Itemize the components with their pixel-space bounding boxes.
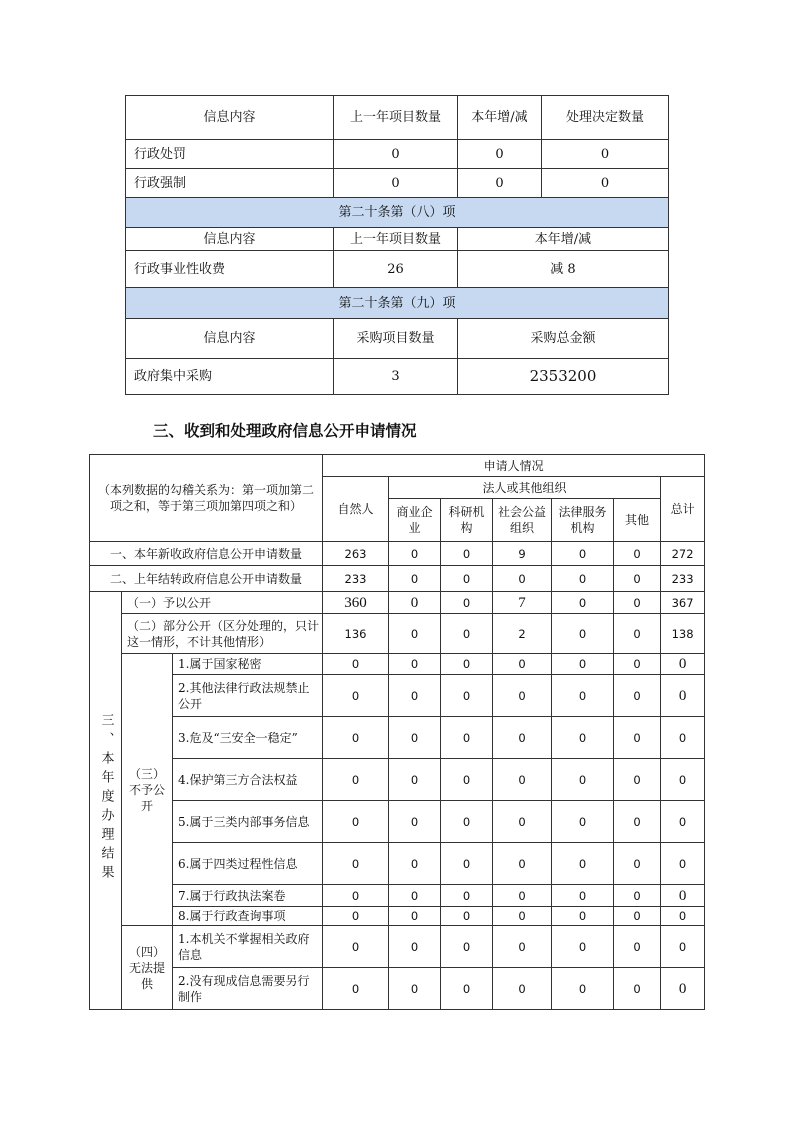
cell: 0: [493, 885, 552, 907]
cell: 0: [441, 759, 493, 801]
cell: 0: [441, 654, 493, 675]
cell: 0: [552, 843, 614, 885]
cell: 263: [323, 542, 389, 566]
cell: 0: [441, 566, 493, 592]
cell: 0: [441, 614, 493, 654]
table-row: [126, 169, 669, 198]
cell: 0: [441, 926, 493, 968]
table-row: [90, 885, 705, 907]
header-cell: 采购总金额: [458, 319, 669, 359]
cell: 0: [441, 592, 493, 614]
col-header: 商业企业: [389, 499, 441, 542]
cell: 0: [614, 885, 661, 907]
cell: 0: [552, 566, 614, 592]
cell: 0: [614, 801, 661, 843]
cell: 9: [493, 542, 552, 566]
cell: 0: [614, 759, 661, 801]
cell: 0: [323, 885, 389, 907]
cell: 0: [661, 885, 705, 907]
cell: 0: [552, 759, 614, 801]
header-cell: 信息内容: [126, 319, 334, 359]
cell: 138: [661, 614, 705, 654]
cell: 0: [661, 968, 705, 1010]
cell: 0: [614, 907, 661, 926]
cell: 0: [493, 968, 552, 1010]
cell: 0: [661, 654, 705, 675]
cell: 0: [552, 542, 614, 566]
cell: 0: [389, 592, 441, 614]
table-row: [90, 907, 705, 926]
row-label: （二）部分公开（区分处理的，只计这一情形，不计其他情形）: [122, 614, 323, 654]
cell: 0: [661, 759, 705, 801]
cell: 0: [661, 675, 705, 717]
header-cell: 上一年项目数量: [334, 228, 458, 251]
cell: 0: [493, 926, 552, 968]
cell: 0: [493, 717, 552, 759]
cell: 0: [389, 926, 441, 968]
cell: 0: [323, 675, 389, 717]
cell: 0: [389, 801, 441, 843]
result-label: [90, 592, 122, 1010]
cell: 0: [334, 169, 458, 198]
cell: 减 8: [458, 251, 669, 288]
table-row: [90, 566, 705, 592]
row-label: 政府集中采购: [126, 359, 334, 395]
row-label: 7.属于行政执法案卷: [173, 885, 323, 907]
cell: 0: [389, 614, 441, 654]
cell: 0: [614, 542, 661, 566]
cell: 0: [552, 907, 614, 926]
table-row: [90, 654, 705, 675]
cell: 0: [441, 885, 493, 907]
cell: 0: [552, 926, 614, 968]
section-band: 第二十条第（八）项: [126, 198, 669, 228]
cell: 0: [493, 566, 552, 592]
table-row: [90, 968, 705, 1010]
category-label: （四）无法提供: [122, 926, 173, 1010]
cell: 0: [323, 759, 389, 801]
cell: 0: [661, 926, 705, 968]
cell: 0: [458, 169, 542, 198]
header-cell: 信息内容: [126, 228, 334, 251]
table-row: [90, 926, 705, 968]
table-row: [90, 843, 705, 885]
header-cell: 采购项目数量: [334, 319, 458, 359]
cell: 0: [661, 801, 705, 843]
cell: 136: [323, 614, 389, 654]
cell: 0: [389, 907, 441, 926]
row-label: 行政处罚: [126, 140, 334, 169]
cell: 360: [323, 592, 389, 614]
cell: 0: [323, 654, 389, 675]
row-label: 6.属于四类过程性信息: [173, 843, 323, 885]
table-row: [126, 359, 669, 395]
table-row: [90, 759, 705, 801]
header-cell: 上一年项目数量: [334, 96, 458, 140]
col-header: 其他: [614, 499, 661, 542]
table-row: [90, 542, 705, 566]
legal-person-header: 法人或其他组织: [389, 477, 661, 499]
cell: 0: [441, 717, 493, 759]
cell: 367: [661, 592, 705, 614]
cell: 0: [334, 140, 458, 169]
natural-person-header: 自然人: [323, 477, 389, 542]
cell: 0: [389, 759, 441, 801]
cell: 0: [552, 614, 614, 654]
cell: 0: [614, 654, 661, 675]
total-header: 总计: [661, 477, 705, 542]
cell: 0: [389, 675, 441, 717]
cell: 0: [441, 801, 493, 843]
cell: 0: [552, 885, 614, 907]
table-row: [126, 140, 669, 169]
cell: 0: [389, 717, 441, 759]
category-label: （三）不予公开: [122, 654, 173, 926]
cell: 0: [493, 654, 552, 675]
header-cell: 本年增/减: [458, 228, 669, 251]
cell: 3: [334, 359, 458, 395]
cell: 0: [542, 169, 669, 198]
cell: 0: [552, 717, 614, 759]
cell: 0: [493, 675, 552, 717]
cell: 0: [493, 843, 552, 885]
cell: 0: [441, 542, 493, 566]
cell: 0: [542, 140, 669, 169]
cell: 0: [552, 675, 614, 717]
table-row: [90, 675, 705, 717]
cell: 26: [334, 251, 458, 288]
header-cell: 本年增/减: [458, 96, 542, 140]
cell: 0: [493, 907, 552, 926]
table-row: [126, 251, 669, 288]
cell: 0: [661, 907, 705, 926]
cell: 0: [323, 717, 389, 759]
section-band: 第二十条第（九）项: [126, 288, 669, 319]
table-row: [90, 614, 705, 654]
cell: 0: [441, 968, 493, 1010]
cell: 0: [323, 926, 389, 968]
cell: 0: [614, 675, 661, 717]
cell: 0: [552, 801, 614, 843]
header-cell: 信息内容: [126, 96, 334, 140]
cell: 0: [323, 843, 389, 885]
col-header: 法律服务机构: [552, 499, 614, 542]
cell: 0: [389, 654, 441, 675]
cell: 0: [493, 759, 552, 801]
cell: 0: [552, 654, 614, 675]
col-header: 科研机构: [441, 499, 493, 542]
cell: 0: [323, 968, 389, 1010]
col-header: 社会公益组织: [493, 499, 552, 542]
row-label: 行政事业性收费: [126, 251, 334, 288]
application-table: [89, 454, 705, 1010]
cell: 233: [323, 566, 389, 592]
row-label: 4.保护第三方合法权益: [173, 759, 323, 801]
row-label: 3.危及“三安全一稳定”: [173, 717, 323, 759]
cell: 0: [323, 907, 389, 926]
row-label: 1.属于国家秘密: [173, 654, 323, 675]
header-cell: 处理决定数量: [542, 96, 669, 140]
cell: 0: [441, 907, 493, 926]
cell: 0: [614, 968, 661, 1010]
cell: 0: [614, 717, 661, 759]
row-label: 8.属于行政查询事项: [173, 907, 323, 926]
cell: 0: [441, 675, 493, 717]
cell: 2: [493, 614, 552, 654]
cell: 0: [493, 801, 552, 843]
row-label: 5.属于三类内部事务信息: [173, 801, 323, 843]
cell: 0: [389, 885, 441, 907]
cell: 0: [661, 717, 705, 759]
row-label: 二、上年结转政府信息公开申请数量: [90, 566, 323, 592]
row-label: 2.没有现成信息需要另行制作: [173, 968, 323, 1010]
cell: 0: [661, 843, 705, 885]
cell: 233: [661, 566, 705, 592]
cell: 0: [614, 592, 661, 614]
cell: 0: [389, 566, 441, 592]
row-label: 1.本机关不掌握相关政府信息: [173, 926, 323, 968]
row-label: 行政强制: [126, 169, 334, 198]
cell: 0: [614, 926, 661, 968]
cell: 0: [458, 140, 542, 169]
section-heading: 三、收到和处理政府信息公开申请情况: [153, 422, 417, 440]
table-row: [90, 801, 705, 843]
cell: 272: [661, 542, 705, 566]
note-cell: （本列数据的勾稽关系为：第一项加第二项之和，等于第三项加第四项之和）: [90, 455, 323, 542]
applicant-header: 申请人情况: [323, 455, 705, 477]
cell: 0: [441, 843, 493, 885]
cell: 7: [493, 592, 552, 614]
result-label-text: 三、本年度办理结果: [98, 713, 114, 884]
handling-table: [125, 95, 669, 395]
row-label: 一、本年新收政府信息公开申请数量: [90, 542, 323, 566]
table-row: [90, 592, 705, 614]
cell: 0: [614, 614, 661, 654]
row-label: （一）予以公开: [122, 592, 323, 614]
row-label: 2.其他法律行政法规禁止公开: [173, 675, 323, 717]
cell: 0: [614, 566, 661, 592]
cell: 0: [389, 542, 441, 566]
table-row: [90, 717, 705, 759]
cell: 2353200: [458, 359, 669, 395]
cell: 0: [552, 592, 614, 614]
cell: 0: [389, 968, 441, 1010]
cell: 0: [614, 843, 661, 885]
cell: 0: [389, 843, 441, 885]
cell: 0: [323, 801, 389, 843]
cell: 0: [552, 968, 614, 1010]
